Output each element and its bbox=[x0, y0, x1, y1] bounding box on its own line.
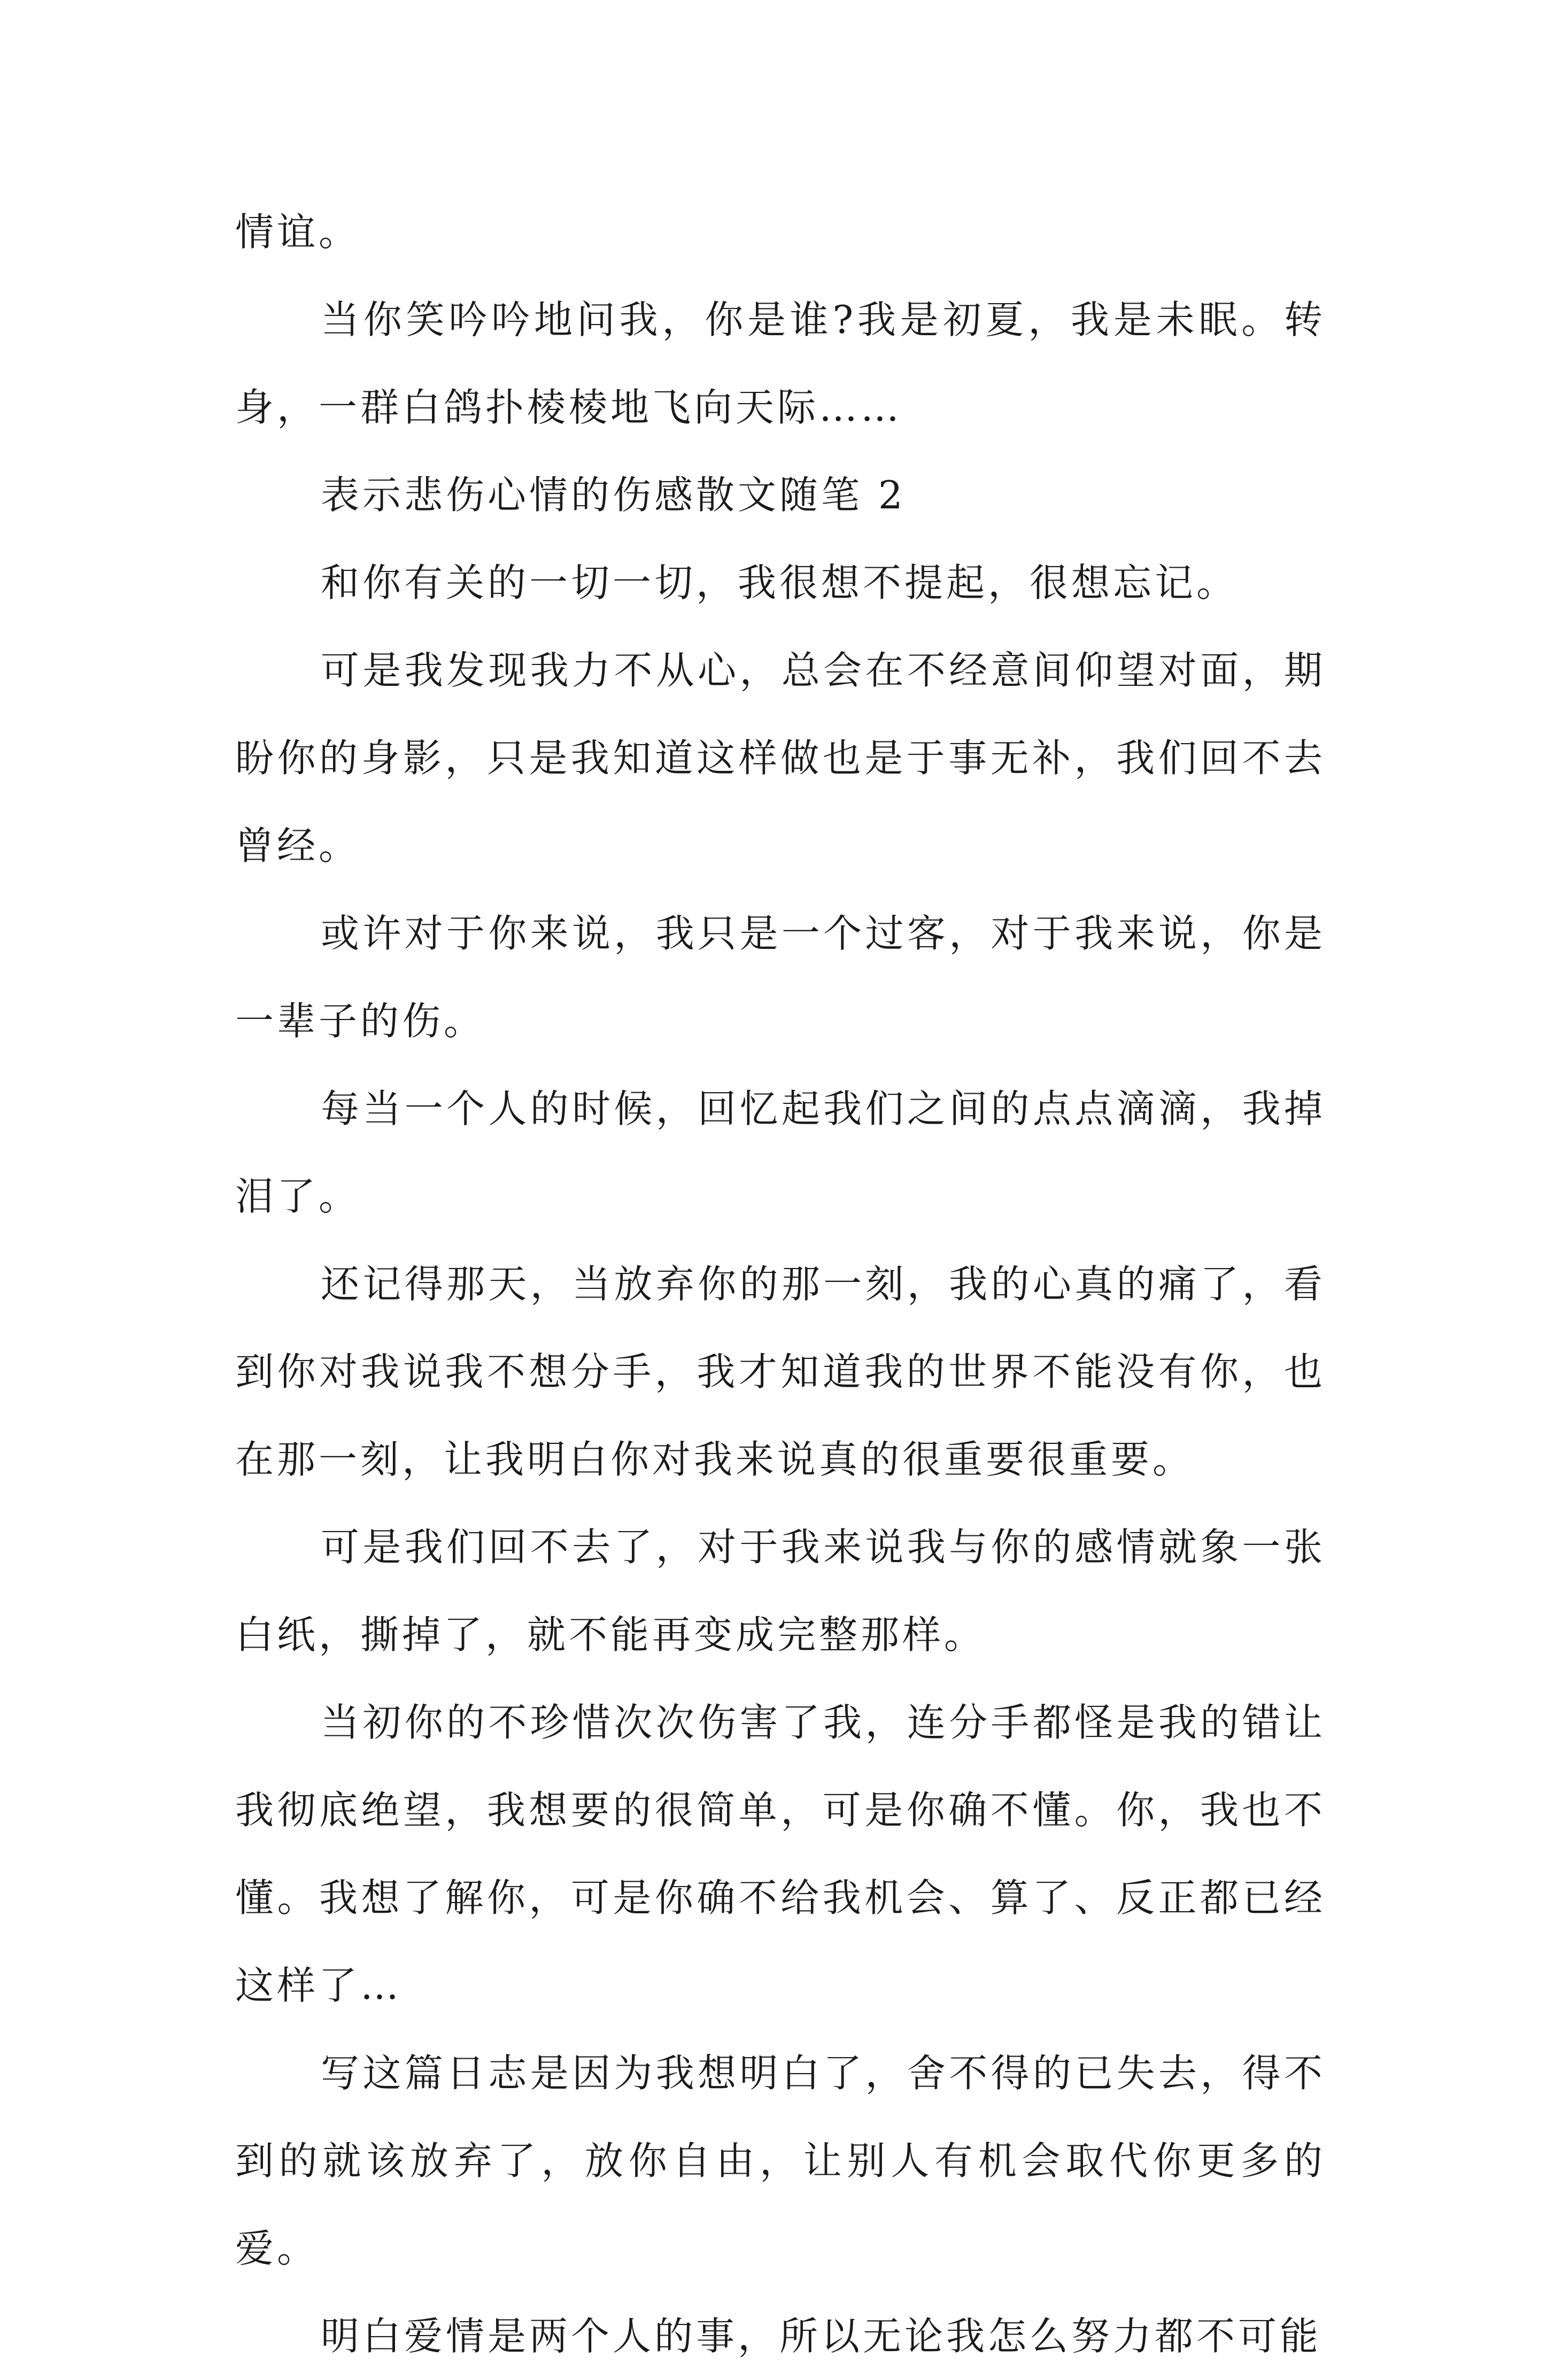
paragraph-11: 明白爱情是两个人的事，所以无论我怎么努力都不可能 bbox=[321, 2314, 1322, 2359]
section-heading: 表示悲伤心情的伤感散文随笔 2 bbox=[321, 473, 906, 517]
paragraph-7: 还记得那天，当放弃你的那一刻，我的心真的痛了，看到你对我说我不想分手，我才知道我的世界不能没有你，也在那一刻，让我明白你对我来说真的很重要很重要。 bbox=[235, 1262, 1326, 1482]
paragraph-1: 情谊。 bbox=[235, 210, 361, 254]
paragraph-5: 或许对于你来说，我只是一个过客，对于我来说，你是一辈子的伤。 bbox=[235, 911, 1326, 1044]
paragraph-2: 当你笑吟吟地问我，你是谁?我是初夏，我是未眠。转身，一群白鸽扑棱棱地飞向天际…… bbox=[235, 297, 1326, 430]
paragraph-9: 当初你的不珍惜次次伤害了我，连分手都怪是我的错让我彻底绝望，我想要的很简单，可是你确不懂。你，我也不懂。我想了解你，可是你确不给我机会、算了、反正都已经这样了… bbox=[235, 1700, 1326, 2008]
paragraph-6: 每当一个人的时候，回忆起我们之间的点点滴滴，我掉泪了。 bbox=[235, 1086, 1326, 1219]
paragraph-10: 写这篇日志是因为我想明白了，舍不得的已失去，得不到的就该放弃了，放你自由，让别人有机会取代你更多的爱。 bbox=[235, 2051, 1326, 2271]
paragraph-4: 可是我发现我力不从心，总会在不经意间仰望对面，期盼你的身影，只是我知道这样做也是于事无补，我们回不去曾经。 bbox=[235, 648, 1326, 868]
document-body bbox=[235, 188, 1326, 2380]
paragraph-8: 可是我们回不去了，对于我来说我与你的感情就象一张白纸，撕掉了，就不能再变成完整那样。 bbox=[235, 1525, 1326, 1657]
paragraph-3: 和你有关的一切一切，我很想不提起，很想忘记。 bbox=[321, 560, 1239, 605]
